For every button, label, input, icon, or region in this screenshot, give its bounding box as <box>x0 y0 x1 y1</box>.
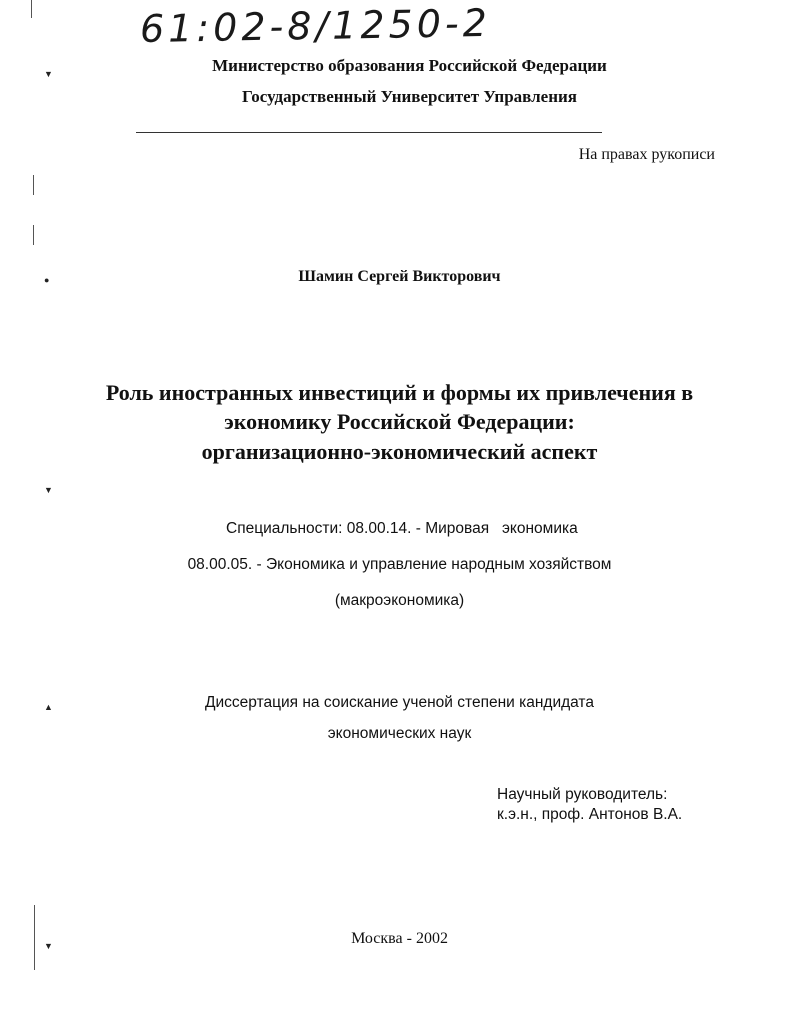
degree-line-2: экономических наук <box>327 725 472 742</box>
author-name: Шамин Сергей Викторович <box>298 268 501 285</box>
university-name: Государственный Университет Управления <box>241 87 577 106</box>
scan-mark-icon: ▼ <box>44 69 53 79</box>
supervisor-name: к.э.н., проф. Антонов В.А. <box>497 806 683 823</box>
scan-edge-line <box>34 905 35 970</box>
city-year: Москва - 2002 <box>351 930 448 947</box>
scan-mark-icon: ▼ <box>44 941 53 951</box>
degree-line-1: Диссертация на соискание ученой степени кандидата <box>205 694 594 711</box>
dissertation-title-line-3: организационно-экономический аспект <box>201 439 598 464</box>
handwritten-archive-code: 61:02-8/1250-2 <box>139 0 492 52</box>
dissertation-title-line-1: Роль иностранных инвестиций и формы их привлечения в <box>105 380 694 405</box>
scan-mark-icon: ● <box>44 275 50 285</box>
scan-mark-icon: ▲ <box>44 702 53 712</box>
scan-mark-icon: ▼ <box>44 485 53 495</box>
header-divider <box>136 132 602 133</box>
specialty-line-1: Специальности: 08.00.14. - Мировая экономика <box>226 520 578 537</box>
supervisor-label: Научный руководитель: <box>497 786 668 803</box>
specialty-line-2: 08.00.05. - Экономика и управление народным хозяйством <box>187 556 612 573</box>
scan-edge-line <box>31 0 32 18</box>
scan-edge-line <box>33 175 34 195</box>
scan-edge-line <box>33 225 34 245</box>
specialty-line-3: (макроэкономика) <box>334 592 465 609</box>
manuscript-rights-note: На правах рукописи <box>578 146 715 163</box>
ministry-name: Министерство образования Российской Федерации <box>212 56 607 75</box>
dissertation-title-line-2: экономику Российской Федерации: <box>224 409 575 434</box>
